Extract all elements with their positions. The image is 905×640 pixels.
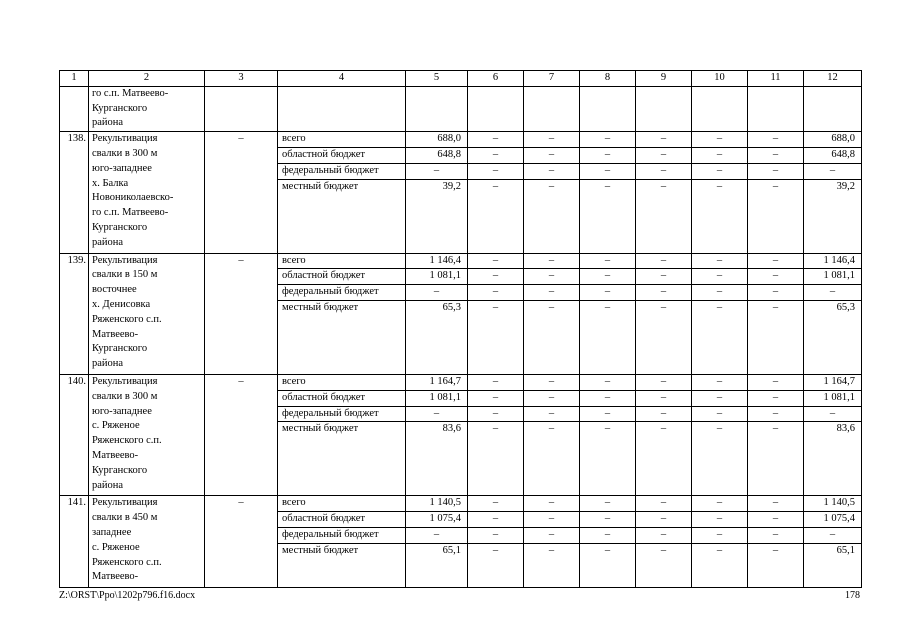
value-cell-c7: –: [524, 269, 580, 285]
value-cell-c8: –: [580, 253, 636, 269]
value-cell-c11: –: [748, 496, 804, 512]
value-cell-c8: –: [580, 406, 636, 422]
funding-source-cell: областной бюджет: [278, 147, 406, 163]
value-cell-c12: 39,2: [804, 179, 862, 253]
value-cell-c9: –: [636, 543, 692, 587]
value-cell-c9: –: [636, 132, 692, 148]
value-cell-c9: –: [636, 496, 692, 512]
value-cell-c12: 65,1: [804, 543, 862, 587]
item-name-cell: Рекультивация свалки в 300 м юго-западнее х. Балка Новониколаевско- го с.п. Матвеево- Курганского района: [89, 132, 205, 253]
value-cell-c5: 83,6: [406, 422, 468, 496]
funding-source-cell: федеральный бюджет: [278, 406, 406, 422]
value-cell-c5: 65,1: [406, 543, 468, 587]
value-cell-c8: –: [580, 179, 636, 253]
item-row-total: [60, 253, 862, 269]
item-name-cell: Рекультивация свалки в 450 м западнее с. Ряженое Ряженского с.п. Матвеево-: [89, 496, 205, 587]
funding-source-cell: всего: [278, 496, 406, 512]
header-cell: 6: [468, 71, 524, 87]
value-cell-c10: –: [692, 179, 748, 253]
value-cell-c6: –: [468, 406, 524, 422]
value-cell-c10: –: [692, 512, 748, 528]
header-cell: 11: [748, 71, 804, 87]
value-cell-c11: –: [748, 132, 804, 148]
value-cell-c7: –: [524, 496, 580, 512]
value-cell-c12: 1 081,1: [804, 390, 862, 406]
funding-source-cell: федеральный бюджет: [278, 163, 406, 179]
item-number-cell: 141.: [60, 496, 89, 587]
value-cell-c10: –: [692, 527, 748, 543]
value-cell-c9: –: [636, 253, 692, 269]
value-cell-c12: 1 164,7: [804, 374, 862, 390]
value-cell-c7: –: [524, 179, 580, 253]
value-cell-c8: –: [580, 147, 636, 163]
empty-cell: [468, 86, 524, 131]
value-cell-c11: –: [748, 163, 804, 179]
value-cell-c10: –: [692, 496, 748, 512]
header-cell: 10: [692, 71, 748, 87]
value-cell-c10: –: [692, 147, 748, 163]
item-name-cell: го с.п. Матвеево- Курганского района: [89, 86, 205, 131]
value-cell-c5: –: [406, 406, 468, 422]
value-cell-c7: –: [524, 406, 580, 422]
empty-cell: [580, 86, 636, 131]
value-cell-c8: –: [580, 543, 636, 587]
value-cell-c6: –: [468, 390, 524, 406]
empty-cell: [205, 86, 278, 131]
value-cell-c11: –: [748, 422, 804, 496]
value-cell-c7: –: [524, 285, 580, 301]
funding-source-cell: местный бюджет: [278, 422, 406, 496]
value-cell-c12: –: [804, 406, 862, 422]
value-cell-c10: –: [692, 269, 748, 285]
funding-source-cell: областной бюджет: [278, 269, 406, 285]
value-cell-c7: –: [524, 132, 580, 148]
funding-source-cell: федеральный бюджет: [278, 527, 406, 543]
value-cell-c9: –: [636, 163, 692, 179]
value-cell-c5: –: [406, 163, 468, 179]
value-cell-c7: –: [524, 543, 580, 587]
item-row-total: [60, 496, 862, 512]
funding-source-cell: областной бюджет: [278, 390, 406, 406]
value-cell-c6: –: [468, 269, 524, 285]
item-name-cell: Рекультивация свалки в 150 м восточнее х. Денисовка Ряженского с.п. Матвеево- Курганского района: [89, 253, 205, 374]
value-cell-c6: –: [468, 163, 524, 179]
value-cell-c11: –: [748, 527, 804, 543]
header-cell: 7: [524, 71, 580, 87]
header-cell: 2: [89, 71, 205, 87]
value-cell-c9: –: [636, 512, 692, 528]
value-cell-c9: –: [636, 390, 692, 406]
value-cell-c11: –: [748, 406, 804, 422]
value-cell-c12: 688,0: [804, 132, 862, 148]
empty-cell: [692, 86, 748, 131]
value-cell-c8: –: [580, 374, 636, 390]
value-cell-c7: –: [524, 253, 580, 269]
item-col3-cell: –: [205, 496, 278, 587]
header-cell: 1: [60, 71, 89, 87]
value-cell-c7: –: [524, 374, 580, 390]
value-cell-c5: –: [406, 285, 468, 301]
item-number-cell: 139.: [60, 253, 89, 374]
value-cell-c12: –: [804, 163, 862, 179]
value-cell-c12: 648,8: [804, 147, 862, 163]
value-cell-c8: –: [580, 285, 636, 301]
value-cell-c8: –: [580, 163, 636, 179]
item-number-cell: 138.: [60, 132, 89, 253]
value-cell-c5: 1 146,4: [406, 253, 468, 269]
value-cell-c5: –: [406, 527, 468, 543]
footer-file-path: Z:\ORST\Ppo\1202p796.f16.docx: [59, 590, 196, 601]
empty-cell: [748, 86, 804, 131]
value-cell-c6: –: [468, 512, 524, 528]
value-cell-c12: –: [804, 527, 862, 543]
funding-source-cell: всего: [278, 374, 406, 390]
value-cell-c10: –: [692, 374, 748, 390]
value-cell-c10: –: [692, 132, 748, 148]
value-cell-c12: 65,3: [804, 300, 862, 374]
value-cell-c9: –: [636, 422, 692, 496]
value-cell-c7: –: [524, 512, 580, 528]
value-cell-c9: –: [636, 374, 692, 390]
value-cell-c5: 1 081,1: [406, 390, 468, 406]
value-cell-c5: 1 140,5: [406, 496, 468, 512]
value-cell-c6: –: [468, 285, 524, 301]
item-name-cell: Рекультивация свалки в 300 м юго-западнее с. Ряженое Ряженского с.п. Матвеево- Курганского района: [89, 374, 205, 495]
value-cell-c11: –: [748, 147, 804, 163]
value-cell-c6: –: [468, 374, 524, 390]
value-cell-c8: –: [580, 496, 636, 512]
value-cell-c6: –: [468, 527, 524, 543]
empty-cell: [524, 86, 580, 131]
item-row-total: [60, 132, 862, 148]
item-row-total: [60, 374, 862, 390]
value-cell-c12: 1 146,4: [804, 253, 862, 269]
value-cell-c9: –: [636, 179, 692, 253]
value-cell-c10: –: [692, 285, 748, 301]
value-cell-c9: –: [636, 300, 692, 374]
value-cell-c11: –: [748, 300, 804, 374]
value-cell-c10: –: [692, 406, 748, 422]
value-cell-c6: –: [468, 179, 524, 253]
value-cell-c11: –: [748, 374, 804, 390]
value-cell-c12: 1 140,5: [804, 496, 862, 512]
budget-table: [59, 70, 862, 588]
value-cell-c11: –: [748, 390, 804, 406]
funding-source-cell: местный бюджет: [278, 179, 406, 253]
value-cell-c7: –: [524, 527, 580, 543]
value-cell-c7: –: [524, 147, 580, 163]
value-cell-c7: –: [524, 163, 580, 179]
value-cell-c12: –: [804, 285, 862, 301]
funding-source-cell: местный бюджет: [278, 543, 406, 587]
value-cell-c8: –: [580, 132, 636, 148]
value-cell-c10: –: [692, 422, 748, 496]
header-cell: 3: [205, 71, 278, 87]
value-cell-c5: 1 164,7: [406, 374, 468, 390]
funding-source-cell: всего: [278, 132, 406, 148]
funding-source-cell: местный бюджет: [278, 300, 406, 374]
footer-page-number: 178: [845, 590, 860, 601]
value-cell-c9: –: [636, 147, 692, 163]
value-cell-c6: –: [468, 422, 524, 496]
value-cell-c12: 1 081,1: [804, 269, 862, 285]
empty-cell: [804, 86, 862, 131]
value-cell-c9: –: [636, 285, 692, 301]
item-col3-cell: –: [205, 253, 278, 374]
value-cell-c9: –: [636, 406, 692, 422]
item-number-cell: 140.: [60, 374, 89, 495]
value-cell-c9: –: [636, 269, 692, 285]
value-cell-c12: 83,6: [804, 422, 862, 496]
value-cell-c7: –: [524, 422, 580, 496]
value-cell-c10: –: [692, 163, 748, 179]
item-col3-cell: –: [205, 374, 278, 495]
value-cell-c8: –: [580, 422, 636, 496]
empty-cell: [278, 86, 406, 131]
header-cell: 5: [406, 71, 468, 87]
value-cell-c10: –: [692, 543, 748, 587]
empty-cell: [636, 86, 692, 131]
value-cell-c5: 648,8: [406, 147, 468, 163]
continuation-row: [60, 86, 862, 131]
item-number-cell: [60, 86, 89, 131]
header-cell: 9: [636, 71, 692, 87]
item-col3-cell: –: [205, 132, 278, 253]
value-cell-c6: –: [468, 300, 524, 374]
funding-source-cell: областной бюджет: [278, 512, 406, 528]
value-cell-c8: –: [580, 527, 636, 543]
value-cell-c6: –: [468, 132, 524, 148]
value-cell-c11: –: [748, 179, 804, 253]
value-cell-c5: 39,2: [406, 179, 468, 253]
value-cell-c5: 1 075,4: [406, 512, 468, 528]
value-cell-c11: –: [748, 269, 804, 285]
value-cell-c8: –: [580, 269, 636, 285]
value-cell-c11: –: [748, 253, 804, 269]
value-cell-c11: –: [748, 285, 804, 301]
header-cell: 4: [278, 71, 406, 87]
value-cell-c10: –: [692, 253, 748, 269]
header-cell: 12: [804, 71, 862, 87]
value-cell-c5: 65,3: [406, 300, 468, 374]
value-cell-c11: –: [748, 543, 804, 587]
value-cell-c6: –: [468, 147, 524, 163]
value-cell-c8: –: [580, 390, 636, 406]
value-cell-c7: –: [524, 390, 580, 406]
value-cell-c5: 1 081,1: [406, 269, 468, 285]
value-cell-c10: –: [692, 390, 748, 406]
funding-source-cell: всего: [278, 253, 406, 269]
empty-cell: [406, 86, 468, 131]
value-cell-c10: –: [692, 300, 748, 374]
value-cell-c9: –: [636, 527, 692, 543]
value-cell-c5: 688,0: [406, 132, 468, 148]
value-cell-c8: –: [580, 300, 636, 374]
header-cell: 8: [580, 71, 636, 87]
value-cell-c6: –: [468, 543, 524, 587]
value-cell-c7: –: [524, 300, 580, 374]
value-cell-c6: –: [468, 253, 524, 269]
value-cell-c8: –: [580, 512, 636, 528]
value-cell-c11: –: [748, 512, 804, 528]
funding-source-cell: федеральный бюджет: [278, 285, 406, 301]
column-number-header-row: [60, 71, 862, 87]
value-cell-c12: 1 075,4: [804, 512, 862, 528]
value-cell-c6: –: [468, 496, 524, 512]
